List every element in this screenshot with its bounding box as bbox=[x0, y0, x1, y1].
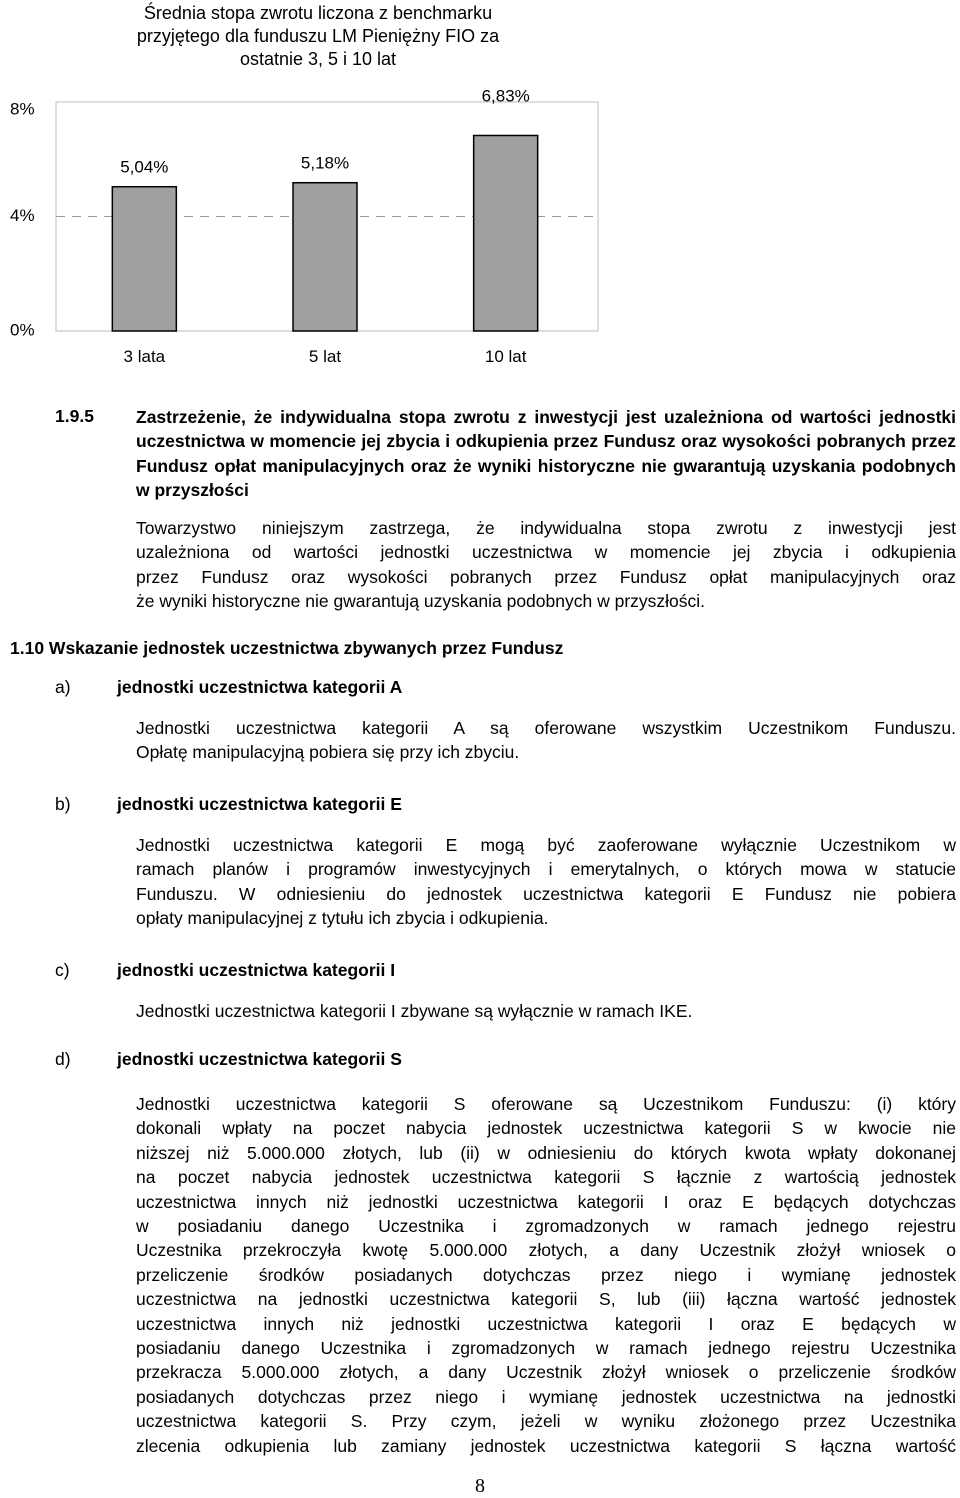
body-line: Uczestnika przekroczyła kwotę 5.000.000 złotych, a dany Uczestnik złożył wniosek o bbox=[136, 1240, 956, 1261]
page-number: 8 bbox=[475, 1475, 485, 1497]
chart-title-line: ostatnie 3, 5 i 10 lat bbox=[239, 49, 397, 69]
item-title: jednostki uczestnictwa kategorii E bbox=[117, 794, 402, 814]
item-label: c) bbox=[55, 960, 70, 980]
bar-chart bbox=[0, 0, 960, 380]
chart-title-line: przyjętego dla funduszu LM Pieniężny FIO za bbox=[136, 26, 500, 46]
body-line: uczestnictwa innych niż jednostki uczestnictwa kategorii I oraz E będących w bbox=[136, 1313, 956, 1334]
body-line: zlecenia odkupienia lub zamiany jednostek uczestnictwa kategorii S łączna wartość bbox=[136, 1435, 956, 1456]
body-line: uczestnictwa kategorii S. Przy czym, jeżeli w wyniku złożonego przez Uczestnika bbox=[136, 1411, 956, 1432]
y-tick-label: 4% bbox=[10, 205, 35, 225]
item-label: d) bbox=[55, 1049, 71, 1069]
body-line: Jednostki uczestnictwa kategorii S oferowane są Uczestnikom Funduszu: (i) który bbox=[136, 1094, 956, 1114]
x-tick-label: 5 lat bbox=[308, 347, 342, 366]
body-line: na poczet nabycia jednostek uczestnictwa kategorii S łącznie z wartością jednostek bbox=[136, 1167, 956, 1188]
item-c-body bbox=[136, 999, 956, 1023]
y-tick-label: 0% bbox=[10, 320, 35, 340]
body-line: niższej niż 5.000.000 złotych, lub (ii) w odniesieniu do których kwota wpłaty dokonanej bbox=[136, 1142, 956, 1163]
item-label: b) bbox=[55, 794, 71, 814]
body-line: posiadaniu danego Uczestnika i zgromadzonych w ramach jednego rejestru Uczestnika bbox=[136, 1338, 956, 1359]
body-line: opłaty manipulacyjnej z tytułu ich zbycia i odkupienia. bbox=[136, 908, 549, 929]
body-line: posiadanych dotychczas przez niego i wymianę jednostek uczestnictwa na jednostki bbox=[136, 1386, 956, 1407]
bar bbox=[474, 135, 538, 331]
chart-title-line: Średnia stopa zwrotu liczona z benchmarku bbox=[143, 3, 493, 23]
x-tick-label: 3 lata bbox=[123, 347, 166, 366]
body-line: w posiadaniu danego Uczestnika i zgromadzonych w ramach jednego rejestru bbox=[136, 1216, 956, 1237]
body-line: uzależniona od wartości jednostki uczestnictwa w momencie jej zbycia i odkupienia bbox=[136, 542, 956, 563]
item-label: a) bbox=[55, 677, 71, 697]
item-a-body bbox=[136, 716, 956, 765]
data-label: 5,04% bbox=[120, 157, 169, 177]
section-title: Zastrzeżenie, że indywidualna stopa zwrotu z inwestycji jest uzależniona od wartości jednostki uczestnictwa w momencie jej zbycia i odkupienia przez Fundusz oraz wysokości pobranych przez Fundusz opłat manipulacyjnych oraz że wyniki historyczne nie gwarantują uzyskania podobnych w przyszłości bbox=[136, 407, 956, 501]
body-line: Jednostki uczestnictwa kategorii I zbywane są wyłącznie w ramach IKE. bbox=[136, 1001, 693, 1021]
body-line: Towarzystwo niniejszym zastrzega, że indywidualna stopa zwrotu z inwestycji jest bbox=[136, 518, 956, 538]
x-tick-label: 10 lat bbox=[484, 347, 527, 366]
body-line: uczestnictwa na jednostki uczestnictwa kategorii S, lub (iii) łączna wartość jednostek bbox=[136, 1289, 956, 1310]
body-line: ramach planów i programów inwestycyjnych i emerytalnych, o których mowa w statucie bbox=[136, 859, 956, 880]
body-line: Jednostki uczestnictwa kategorii A są oferowane wszystkim Uczestnikom Funduszu. bbox=[136, 718, 956, 738]
bar bbox=[293, 183, 357, 331]
y-tick-label: 8% bbox=[10, 99, 35, 119]
body-line: Jednostki uczestnictwa kategorii E mogą być zaoferowane wyłącznie Uczestnikom w bbox=[136, 835, 956, 855]
item-title: jednostki uczestnictwa kategorii S bbox=[117, 1049, 402, 1069]
section-number: 1.9.5 bbox=[55, 406, 94, 426]
item-title: jednostki uczestnictwa kategorii A bbox=[117, 677, 403, 697]
item-title: jednostki uczestnictwa kategorii I bbox=[117, 960, 396, 980]
data-label: 5,18% bbox=[300, 153, 350, 173]
body-line: że wyniki historyczne nie gwarantują uzyskania podobnych w przyszłości. bbox=[136, 591, 706, 612]
section-body bbox=[136, 516, 956, 614]
section-heading: 1.10 Wskazanie jednostek uczestnictwa zbywanych przez Fundusz bbox=[10, 638, 564, 658]
body-line: dokonali wpłaty na poczet nabycia jednostek uczestnictwa kategorii S w kwocie nie bbox=[136, 1118, 956, 1139]
bar bbox=[112, 187, 176, 331]
body-line: przeliczenie środków posiadanych dotychczas przez niego i wymianę jednostek bbox=[136, 1264, 956, 1285]
body-line: uczestnictwa innych niż jednostki uczestnictwa kategorii I oraz E będących dotychczas bbox=[136, 1191, 956, 1212]
item-d-body bbox=[136, 1092, 956, 1458]
body-line: przekracza 5.000.000 złotych, a dany Uczestnik złożył wniosek o przeliczenie środków bbox=[136, 1362, 956, 1383]
data-label: 6,83% bbox=[481, 86, 530, 106]
body-line: Opłatę manipulacyjną pobiera się przy ich zbyciu. bbox=[136, 742, 520, 763]
body-line: Funduszu. W odniesieniu do jednostek uczestnictwa kategorii E Fundusz nie pobiera bbox=[136, 883, 956, 904]
body-line: przez Fundusz oraz wysokości pobranych przez Fundusz opłat manipulacyjnych oraz bbox=[136, 566, 956, 587]
item-b-body bbox=[136, 833, 956, 931]
